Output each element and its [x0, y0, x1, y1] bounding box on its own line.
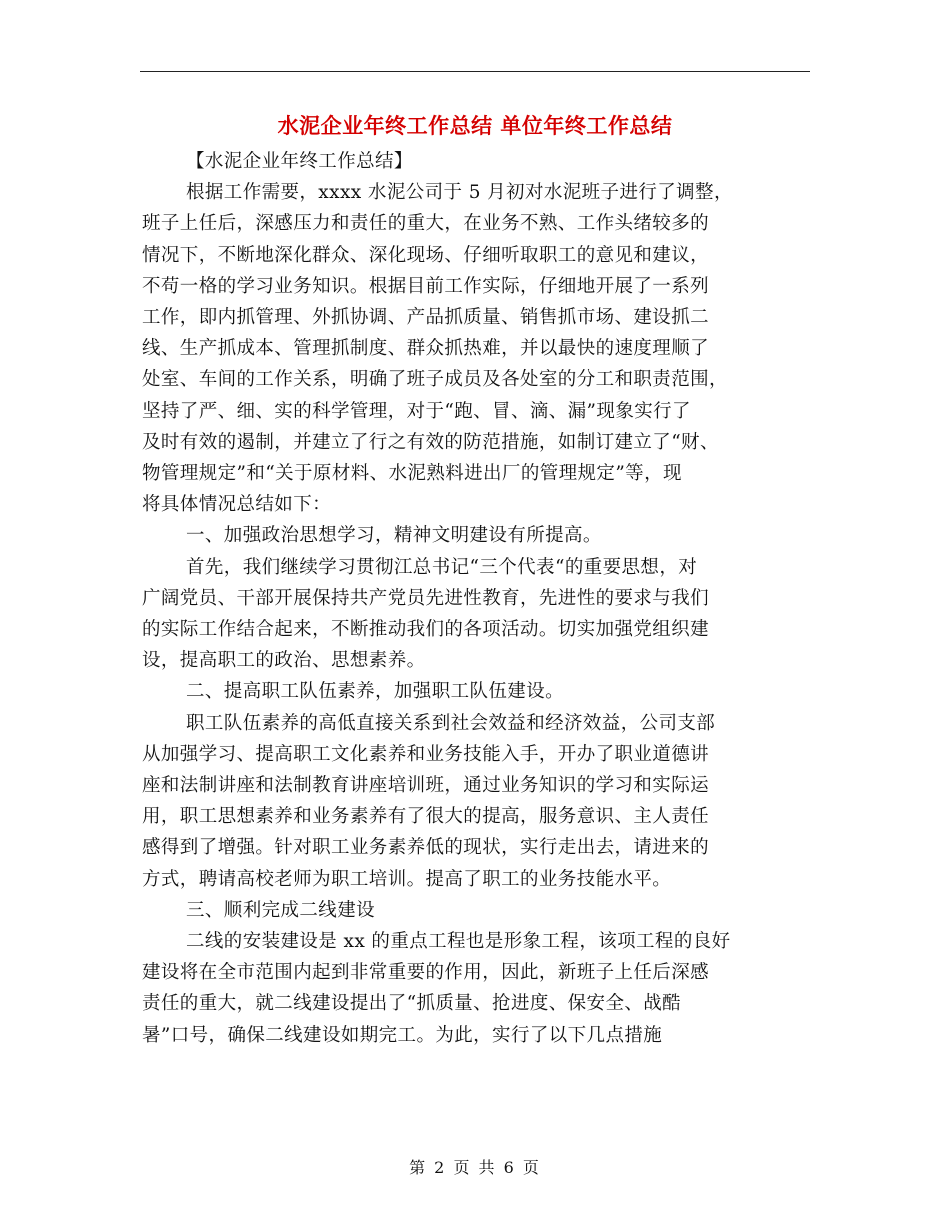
text-line: 根据工作需要，xxxx 水泥公司于 5 月初对水泥班子进行了调整，	[186, 182, 733, 204]
text-line: 首先，我们继续学习贯彻江总书记“三个代表“的重要思想，对	[186, 556, 698, 578]
document-title: 水泥企业年终工作总结 单位年终工作总结	[277, 113, 673, 138]
text-line: 方式，聘请高校老师为职工培训。提高了职工的业务技能水平。	[142, 868, 672, 890]
text-line: 物管理规定”和“关于原材料、水泥熟料进出厂的管理规定”等，现	[142, 463, 682, 485]
text-line: 【水泥企业年终工作总结】	[186, 151, 413, 172]
text-line: 工作，即内抓管理、外抓协调、产品抓质量、销售抓市场、建设抓二	[142, 307, 710, 329]
text-line: 处室、车间的工作关系，明确了班子成员及各处室的分工和职责范围，	[142, 369, 728, 391]
text-line: 座和法制讲座和法制教育讲座培训班，通过业务知识的学习和实际运	[142, 775, 710, 797]
page-footer: 第 2 页 共 6 页	[409, 1158, 541, 1177]
text-line: 一、加强政治思想学习，精神文明建设有所提高。	[186, 525, 602, 547]
text-line: 坚持了严、细、实的科学管理，对于“跑、冒、滴、漏”现象实行了	[142, 400, 691, 422]
text-line: 二线的安装建设是 xx 的重点工程也是形象工程，该项工程的良好	[186, 931, 731, 953]
header-rule	[140, 71, 810, 72]
text-line: 三、顺利完成二线建设	[186, 899, 376, 921]
text-line: 职工队伍素养的高低直接关系到社会效益和经济效益，公司支部	[186, 712, 716, 734]
text-line: 二、提高职工队伍素养，加强职工队伍建设。	[186, 681, 565, 703]
text-line: 责任的重大，就二线建设提出了“抓质量、抢进度、保安全、战酷	[142, 993, 682, 1015]
text-line: 将具体情况总结如下：	[142, 494, 332, 516]
document-body	[142, 146, 794, 1051]
text-line: 广阔党员、干部开展保持共产党员先进性教育，先进性的要求与我们	[142, 587, 710, 609]
text-line: 线、生产抓成本、管理抓制度、群众抓热难，并以最快的速度理顺了	[142, 338, 710, 360]
text-line: 不苟一格的学习业务知识。根据目前工作实际，仔细地开展了一系列	[142, 275, 710, 297]
text-line: 暑”口号，确保二线建设如期完工。为此，实行了以下几点措施	[142, 1024, 663, 1046]
text-line: 情况下，不断地深化群众、深化现场、仔细听取职工的意见和建议，	[142, 244, 710, 266]
text-line: 建设将在全市范围内起到非常重要的作用，因此，新班子上任后深感	[142, 962, 710, 984]
text-line: 用，职工思想素养和业务素养有了很大的提高，服务意识、主人责任	[142, 806, 710, 828]
text-line: 感得到了增强。针对职工业务素养低的现状，实行走出去，请进来的	[142, 837, 710, 859]
text-line: 从加强学习、提高职工文化素养和业务技能入手，开办了职业道德讲	[142, 743, 710, 765]
text-line: 及时有效的遏制，并建立了行之有效的防范措施，如制订建立了“财、	[142, 431, 719, 453]
text-line: 的实际工作结合起来，不断推动我们的各项活动。切实加强党组织建	[142, 619, 710, 641]
text-line: 班子上任后，深感压力和责任的重大，在业务不熟、工作头绪较多的	[142, 213, 710, 235]
text-line: 设，提高职工的政治、思想素养。	[142, 650, 426, 672]
